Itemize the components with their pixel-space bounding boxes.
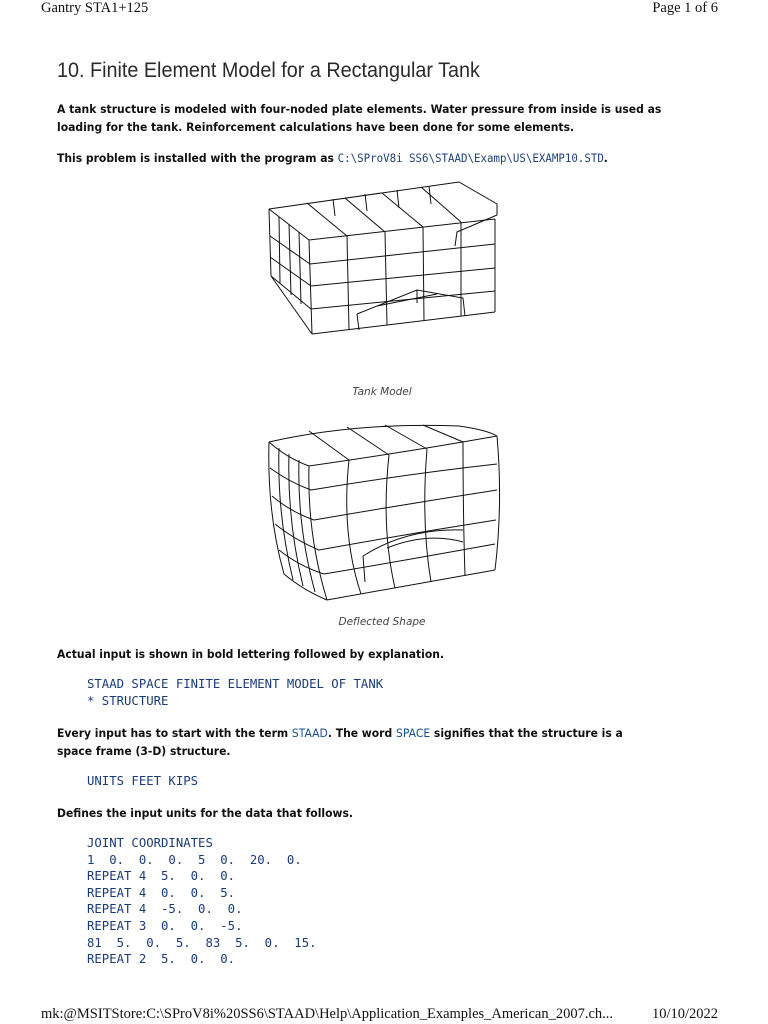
keyword-space: SPACE	[395, 726, 431, 740]
code-line: UNITS FEET KIPS	[87, 774, 199, 788]
explain-text: signifies that the structure is a space frame (3-D) structure.	[57, 726, 623, 758]
code-block-joints	[87, 835, 317, 968]
header-page-number: Page 1 of 6	[652, 0, 718, 16]
code-line: REPEAT 4 0. 0. 5.	[87, 885, 236, 900]
code-line: STAAD SPACE FINITE ELEMENT MODEL OF TANK	[87, 677, 384, 691]
code-line: REPEAT 4 -5. 0. 0.	[87, 902, 243, 917]
footer-date: 10/10/2022	[651, 1006, 718, 1022]
tank-model-figure	[267, 178, 512, 378]
code-line: JOINT COORDINATES	[87, 836, 213, 850]
install-paragraph	[57, 149, 662, 167]
code-line: REPEAT 3 0. 0. -5.	[87, 918, 243, 933]
install-path: C:\SProV8i SS6\STAAD\Examp\US\EXAMP10.STD	[337, 151, 604, 165]
header-title: Gantry STA1+125	[41, 0, 149, 16]
tank-model-mesh	[269, 182, 497, 334]
page-footer	[41, 1006, 718, 1023]
code-line: * STRUCTURE	[87, 693, 169, 708]
tank-model-caption: Tank Model	[352, 386, 412, 398]
explain-staad-paragraph	[57, 724, 662, 760]
deflected-shape-figure	[267, 424, 512, 614]
deflected-shape-caption: Deflected Shape	[338, 616, 426, 628]
code-line: 81 5. 0. 5. 83 5. 0. 15.	[87, 935, 317, 950]
page-header	[41, 0, 718, 17]
page-title: 10. Finite Element Model for a Rectangular Tank	[57, 58, 480, 82]
footer-url: mk:@MSITStore:C:\SProV8i%20SS6\STAAD\Help\Application_Examples_American_2007.ch...	[41, 1006, 614, 1022]
explain-text: Every input has to start with the term	[57, 726, 292, 740]
install-text: This problem is installed with the program as	[57, 151, 338, 165]
actual-input-paragraph: Actual input is shown in bold lettering followed by explanation.	[57, 647, 445, 661]
explain-units-paragraph: Defines the input units for the data that follows.	[57, 806, 354, 820]
code-block-staad	[87, 676, 383, 709]
intro-paragraph: A tank structure is modeled with four-noded plate elements. Water pressure from inside is used as loading for the tank. Reinforcement calculations have been done for some elements.	[57, 102, 662, 134]
code-line: 1 0. 0. 0. 5 0. 20. 0.	[87, 852, 302, 867]
deflected-shape-mesh	[269, 425, 500, 600]
install-end: .	[603, 151, 608, 165]
keyword-staad: STAAD	[291, 726, 328, 740]
code-line: REPEAT 4 5. 0. 0.	[87, 869, 236, 884]
explain-text: . The word	[327, 726, 396, 740]
code-block-units	[87, 773, 198, 790]
code-line: REPEAT 2 5. 0. 0.	[87, 952, 236, 967]
